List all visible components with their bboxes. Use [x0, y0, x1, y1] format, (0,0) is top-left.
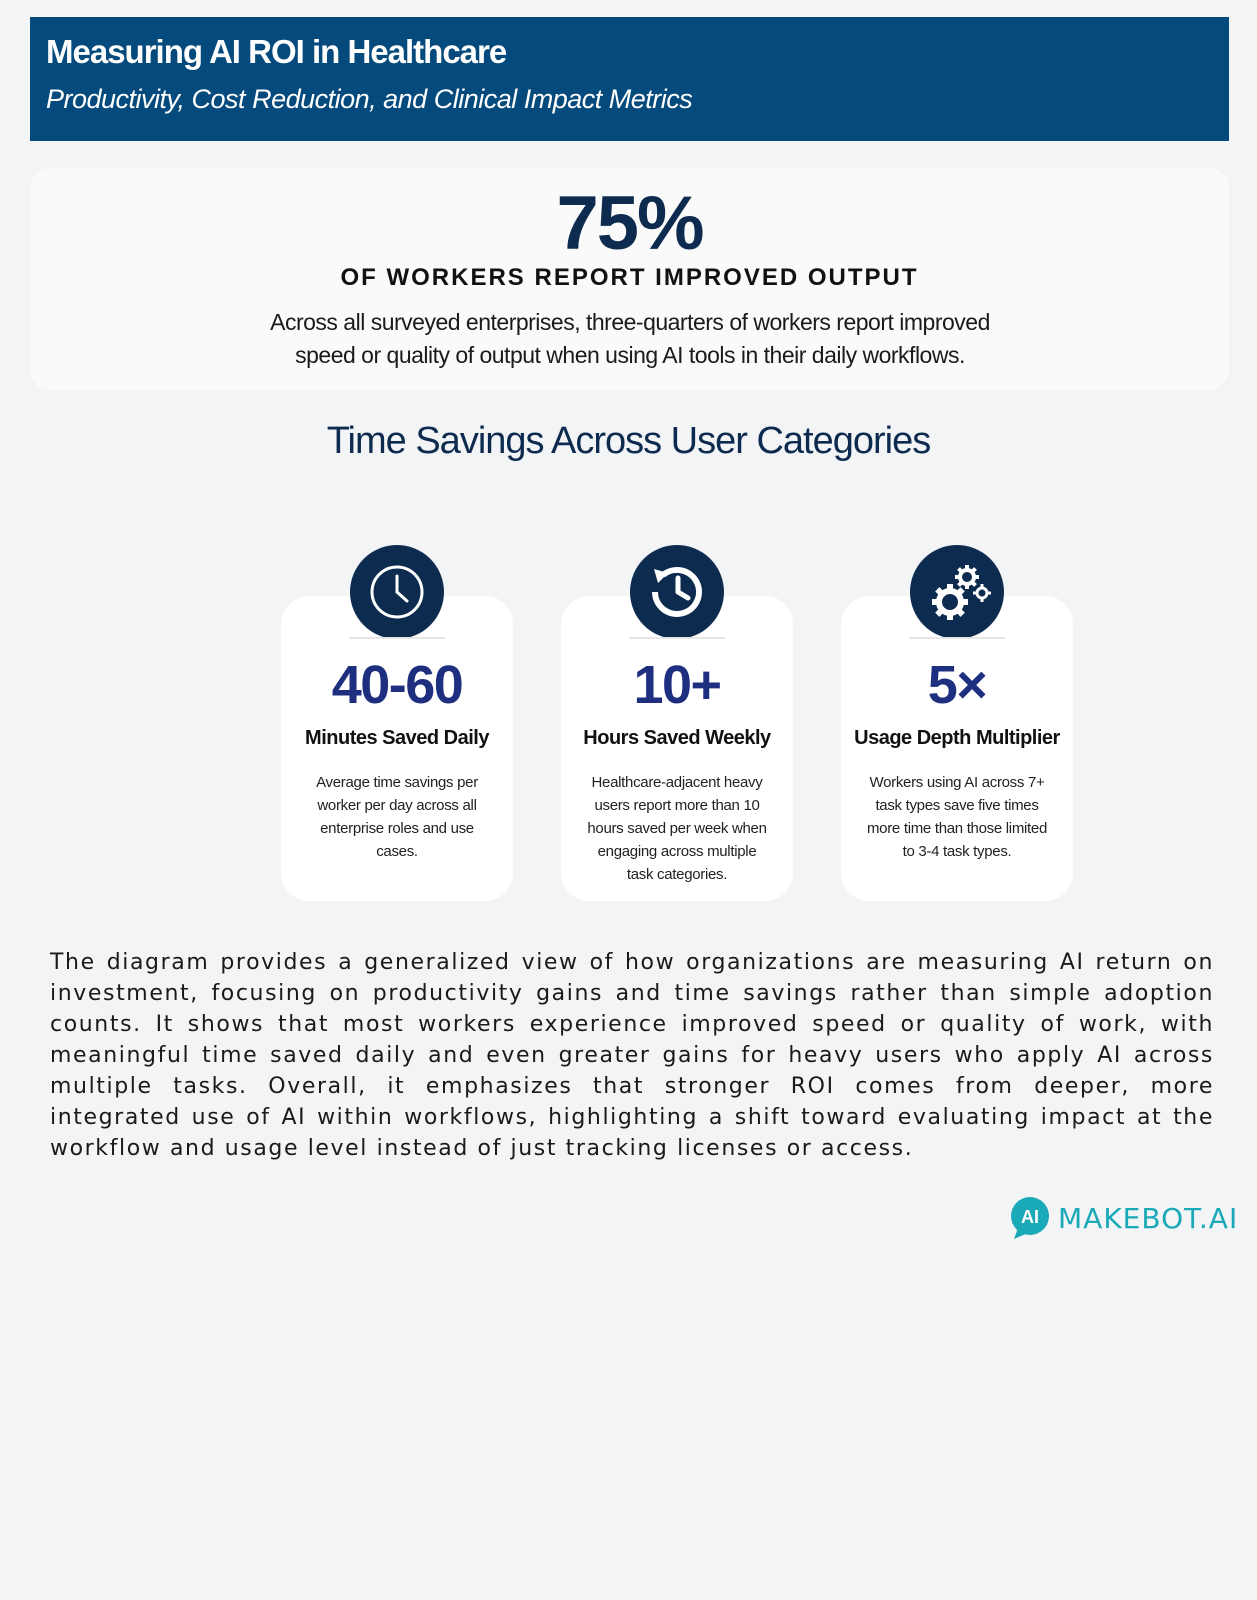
- stat-label: Minutes Saved Daily: [305, 727, 489, 749]
- stat-value: 10+: [633, 655, 721, 715]
- stat-card-hours: [561, 596, 793, 901]
- stat-value: 5×: [927, 655, 987, 715]
- chat-bubble-icon: [1010, 1196, 1050, 1240]
- hero-value: 75%: [556, 181, 703, 266]
- hero-description: Across all surveyed enterprises, three-quarters of workers report improved speed or quality of output when using AI tools in their daily workflows.: [270, 309, 990, 368]
- brand-name: MAKEBOT.AI: [1058, 1201, 1239, 1235]
- stat-value: 40-60: [331, 655, 463, 715]
- history-clock-icon: [630, 545, 724, 639]
- stat-label: Hours Saved Weekly: [583, 727, 771, 749]
- stat-description: Healthcare-adjacent heavy users report more than 10 hours saved per week when engaging across multiple task categories.: [587, 774, 767, 883]
- stat-description: Workers using AI across 7+ task types save five times more time than those limited to 3-4 task types.: [866, 774, 1048, 860]
- logo-text: AI: [1021, 1207, 1039, 1227]
- clock-icon: [350, 545, 444, 639]
- gears-icon: [910, 545, 1004, 639]
- page-subtitle: Productivity, Cost Reduction, and Clinical Impact Metrics: [46, 84, 693, 114]
- summary-paragraph: The diagram provides a generalized view of how organizations are measuring AI return on investment, focusing on productivity gains and time savings rather than simple adoption counts. It shows that most workers experience improved speed or quality of work, with meaningful time saved daily and even greater gains for heavy users who apply AI across multiple tasks. Overall, it emphasizes that stronger ROI comes from deeper, more integrated use of AI within workflows, highlighting a shift toward evaluating impact at the workflow and usage level instead of just tracking licenses or access.: [50, 950, 1214, 1161]
- header-banner: [30, 17, 1229, 141]
- hero-card: [30, 168, 1229, 390]
- brand-logo: [1010, 1196, 1238, 1240]
- stat-card-multiplier: [841, 596, 1073, 901]
- card-divider: [629, 637, 725, 639]
- stat-card-minutes: [281, 596, 513, 901]
- stat-label: Usage Depth Multiplier: [854, 727, 1060, 749]
- stat-description: Average time savings per worker per day across all enterprise roles and use cases.: [316, 774, 478, 860]
- page-title: Measuring AI ROI in Healthcare: [46, 33, 507, 70]
- hero-heading: OF WORKERS REPORT IMPROVED OUTPUT: [340, 264, 919, 291]
- card-divider: [909, 637, 1005, 639]
- card-divider: [349, 637, 445, 639]
- section-title: Time Savings Across User Categories: [326, 420, 931, 462]
